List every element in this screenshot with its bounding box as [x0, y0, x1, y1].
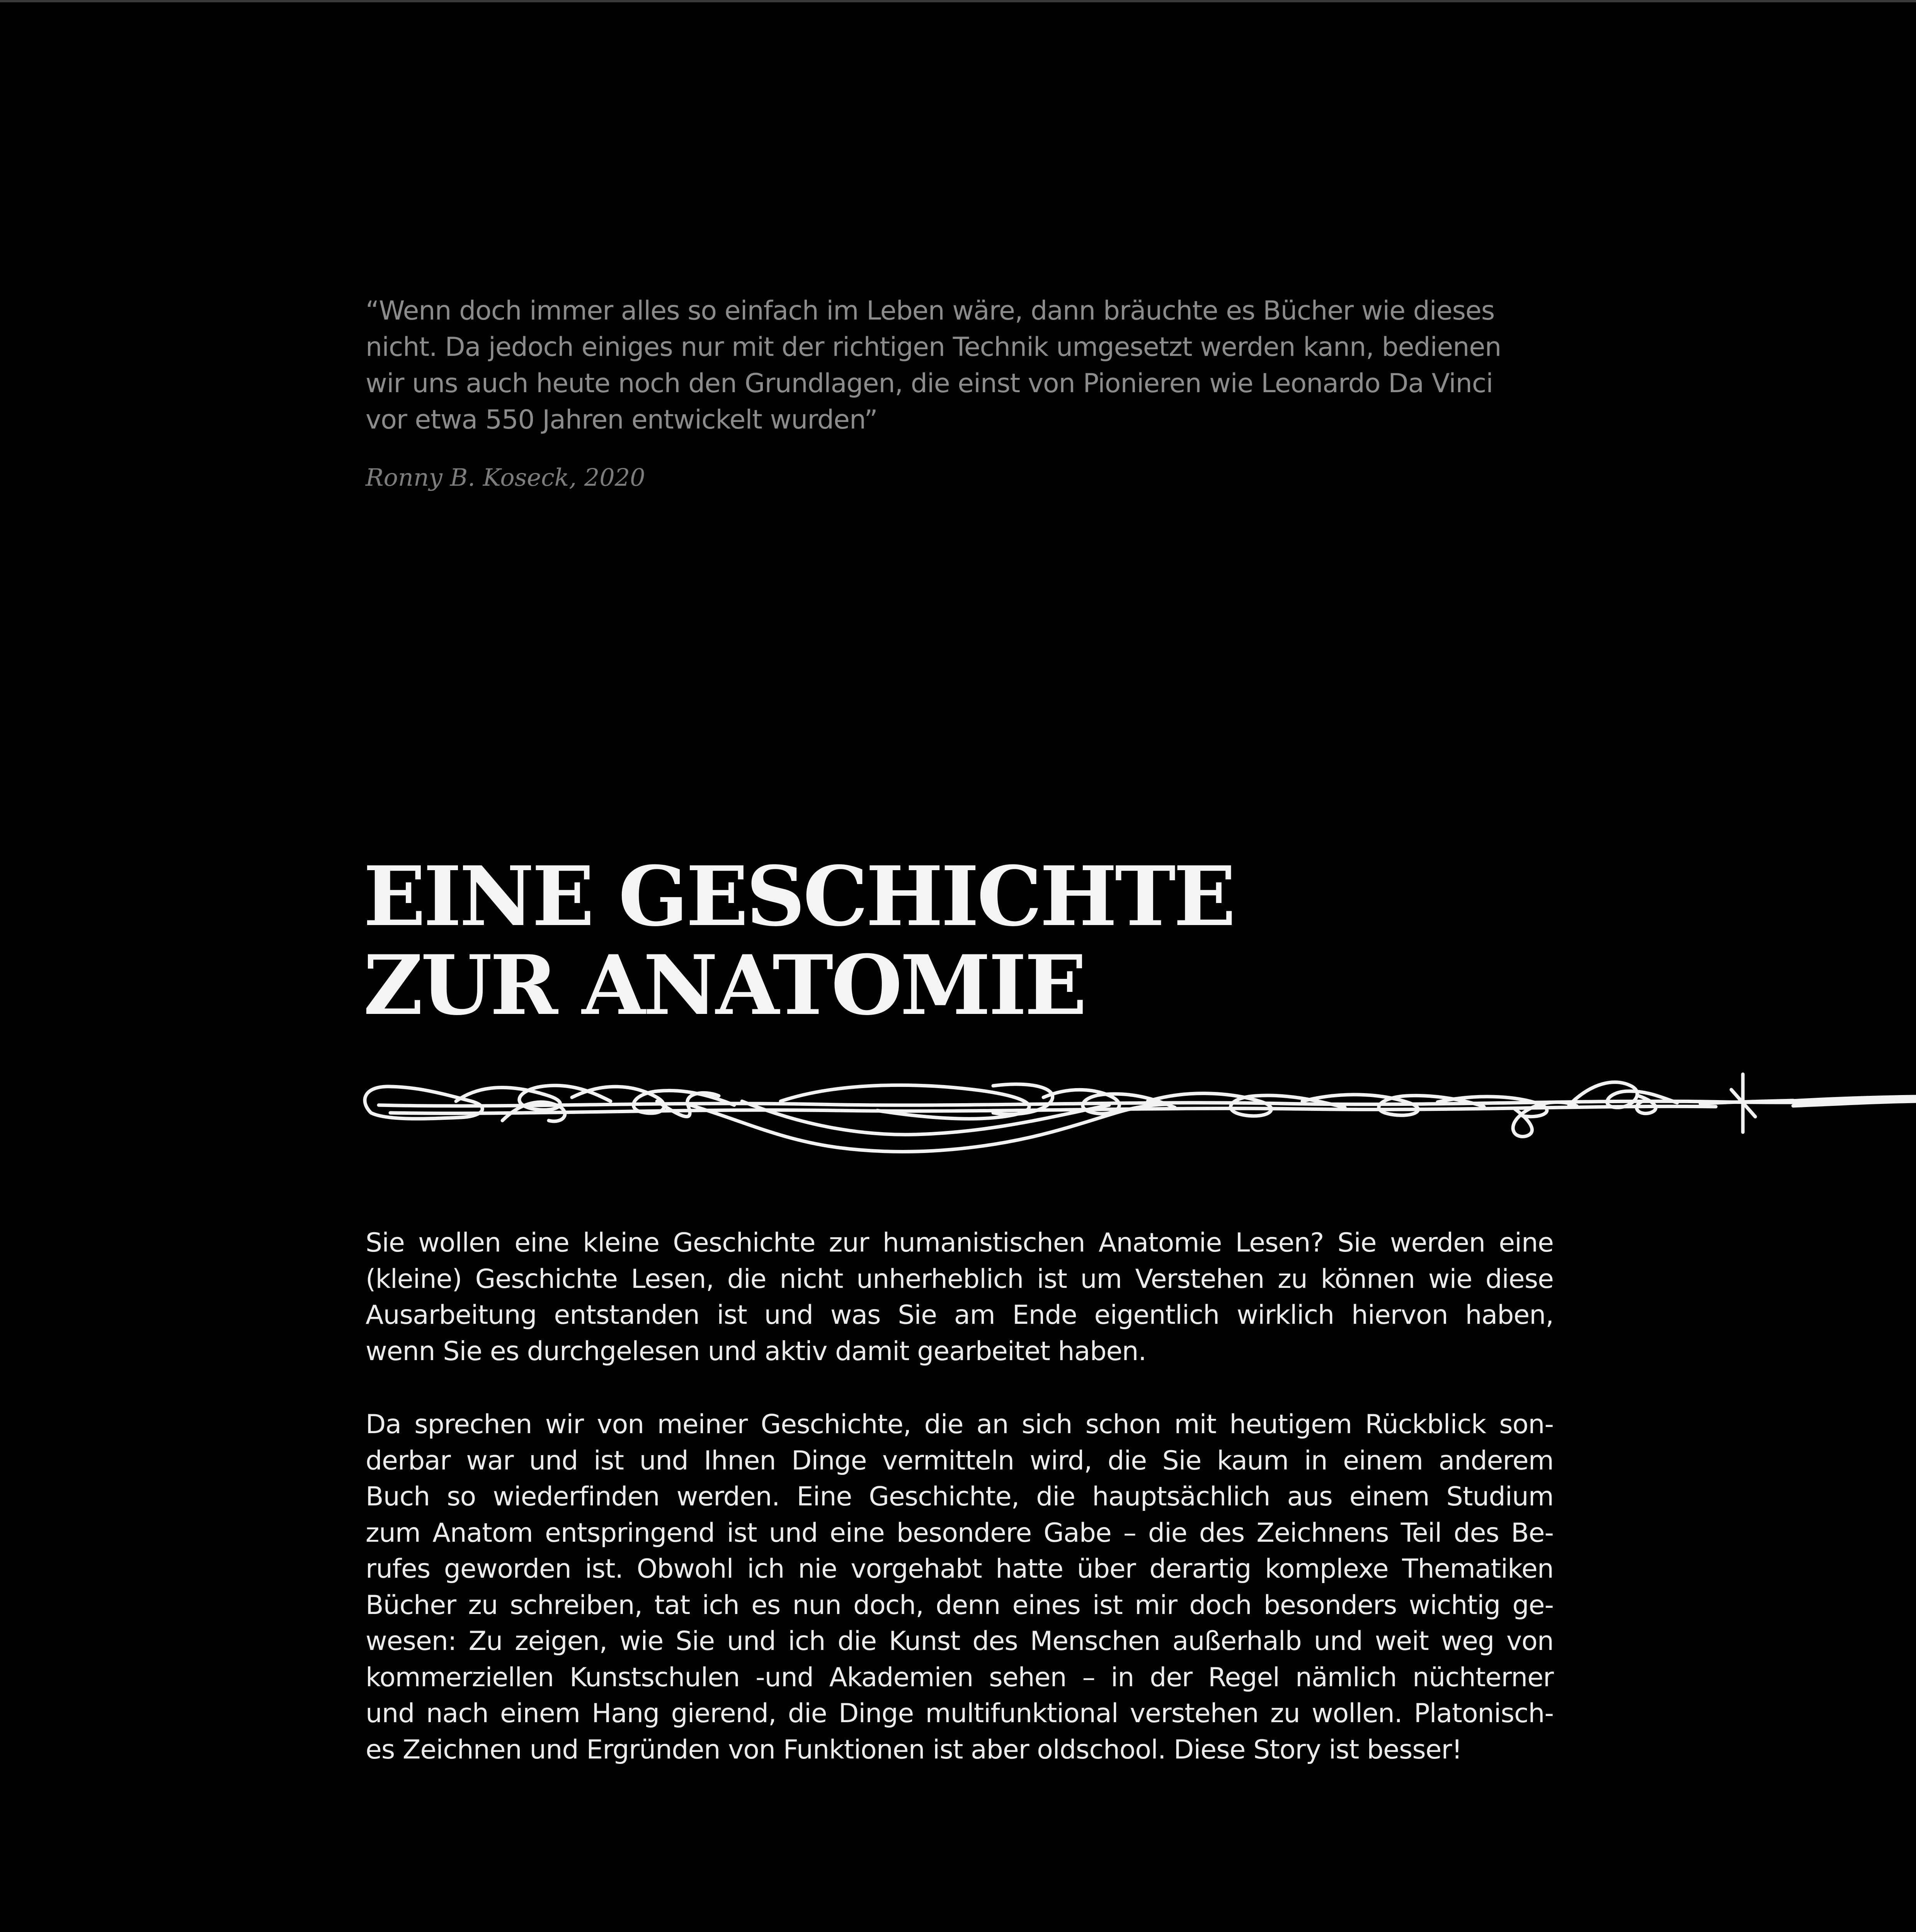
epigraph-quote — [366, 293, 1556, 438]
scribble-divider — [356, 1059, 1916, 1175]
quote-line: wir uns auch heute noch den Grundlagen, die einst von Pionieren wie Leonardo Da Vinci — [366, 368, 1493, 399]
quote-line: vor etwa 550 Jahren entwickelt wurden” — [366, 405, 878, 435]
body-line: kommerziellen Kunstschulen -und Akademien sehen – in der Regel nämlich nüchterner — [366, 1662, 1554, 1693]
quote-line: nicht. Da jedoch einiges nur mit der richtigen Technik umgesetzt werden kann, bedienen — [366, 332, 1501, 362]
body-line: Bücher zu schreiben, tat ich es nun doch, denn eines ist mir doch besonders wichtig ge- — [366, 1590, 1554, 1621]
body-line: zum Anatom entspringend ist und eine besondere Gabe – die des Zeichnens Teil des Be- — [366, 1517, 1554, 1548]
body-line: und nach einem Hang gierend, die Dinge multifunktional verstehen zu wollen. Platonisch- — [366, 1698, 1554, 1729]
body-line: Sie wollen eine kleine Geschichte zur humanistischen Anatomie Lesen? Sie werden eine — [366, 1228, 1554, 1258]
body-line: wesen: Zu zeigen, wie Sie und ich die Kunst des Menschen außerhalb und weit weg von — [366, 1626, 1554, 1656]
body-line: Ausarbeitung entstanden ist und was Sie am Ende eigentlich wirklich hiervon haben, — [366, 1300, 1554, 1330]
quote-attribution: Ronny B. Koseck, 2020 — [366, 463, 645, 492]
chapter-title — [363, 848, 1234, 1033]
body-line: (kleine) Geschichte Lesen, die nicht unherheblich ist um Verstehen zu können wie diese — [366, 1264, 1554, 1294]
body-line: rufes geworden ist. Obwohl ich nie vorgehabt hatte über derartig komplexe Thematiken — [366, 1554, 1554, 1584]
chapter-title-line: ZUR ANATOMIE — [363, 937, 1085, 1033]
chapter-title-line: EINE GESCHICHTE — [363, 848, 1234, 944]
body-paragraph-1 — [366, 1225, 1554, 1369]
body-line: derbar war und ist und Ihnen Dinge vermitteln wird, die Sie kaum in einem anderem — [366, 1445, 1554, 1476]
quote-line: “Wenn doch immer alles so einfach im Leben wäre, dann bräuchte es Bücher wie dieses — [366, 296, 1495, 326]
body-line: es Zeichnen und Ergründen von Funktionen ist aber oldschool. Diese Story ist besser! — [366, 1734, 1462, 1765]
body-line: wenn Sie es durchgelesen und aktiv damit gearbeitet haben. — [366, 1336, 1147, 1367]
body-line: Buch so wiederfinden werden. Eine Geschichte, die hauptsächlich aus einem Studium — [366, 1481, 1554, 1512]
body-line: Da sprechen wir von meiner Geschichte, die an sich schon mit heutigem Rückblick son- — [366, 1409, 1554, 1440]
top-edge-rule — [0, 0, 1916, 2]
body-paragraph-2 — [366, 1406, 1554, 1768]
